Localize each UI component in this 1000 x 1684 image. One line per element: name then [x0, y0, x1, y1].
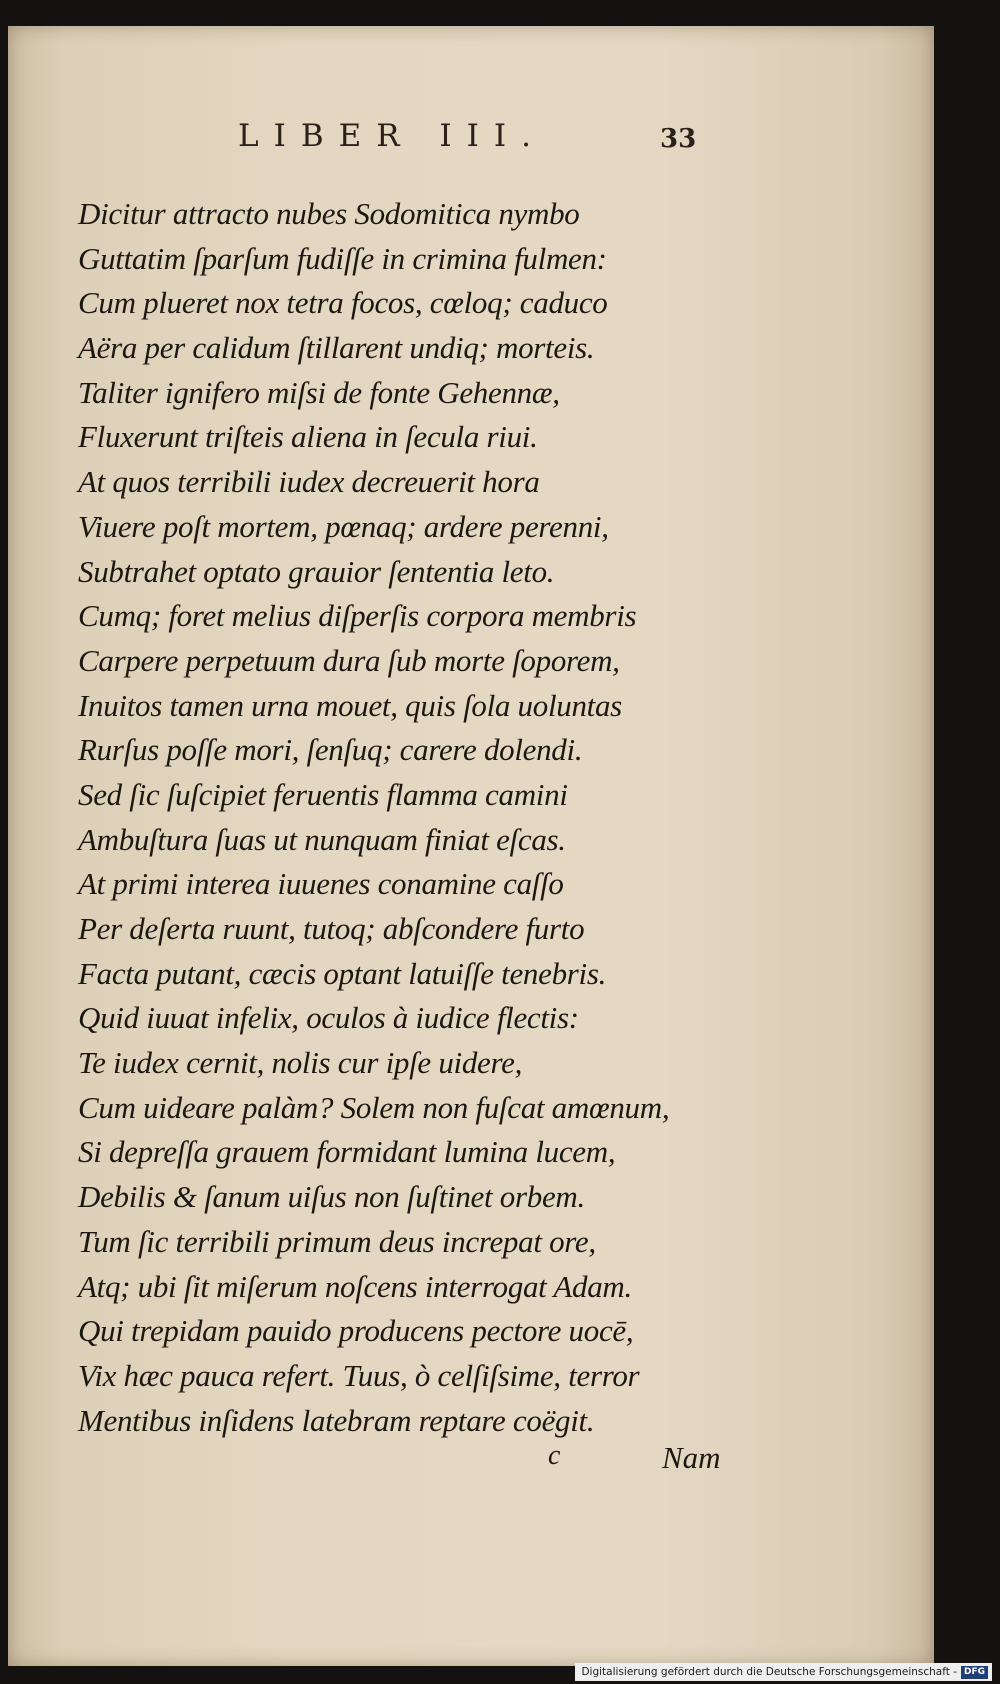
funding-credit	[575, 1663, 992, 1681]
credit-text: Digitalisierung gefördert durch die Deutsche Forschungsgemeinschaft -	[581, 1666, 957, 1678]
verse-line: Ambuſtura ſuas ut nunquam finiat eſcas.	[78, 821, 566, 857]
running-title: LIBER III.	[238, 118, 547, 154]
verse-line: Subtrahet optato grauior ſententia leto.	[78, 553, 555, 589]
verse-line: Te iudex cernit, nolis cur ipſe uidere,	[78, 1045, 523, 1081]
verse-line: Cum plueret nox tetra focos, cœloq; caduco	[78, 285, 608, 321]
verse-line: Fluxerunt triſteis aliena in ſecula riui.	[78, 419, 538, 455]
verse-line: Dicitur attracto nubes Sodomitica nymbo	[78, 196, 580, 231]
verse-line: Si depreſſa grauem formidant lumina lucem,	[78, 1134, 616, 1170]
verse-line: Aëra per calidum ſtillarent undiq; morteis.	[78, 330, 595, 366]
verse-line: Atq; ubi ſit miſerum noſcens interrogat Adam.	[78, 1268, 632, 1304]
verse-line: Cum uideare palàm? Solem non fuſcat amœnum,	[78, 1089, 670, 1125]
page-number: 33	[660, 124, 697, 154]
verse-line: Inuitos tamen urna mouet, quis ſola uoluntas	[78, 687, 622, 723]
verse-line: Facta putant, cæcis optant latuiſſe tenebris.	[78, 955, 607, 991]
signature-mark: c	[548, 1440, 561, 1471]
verse-line: Cumq; foret melius diſperſis corpora membris	[78, 598, 637, 634]
verse-line: Vix hæc pauca refert. Tuus, ò celſiſsime, terror	[78, 1357, 640, 1393]
page-footer	[8, 1440, 934, 1484]
verse-line: Sed ſic ſuſcipiet feruentis flamma camini	[78, 776, 568, 812]
dfg-logo: DFG	[961, 1666, 988, 1679]
verse-line: At quos terribili iudex decreuerit hora	[78, 464, 540, 500]
verse-line: Tum ſic terribili primum deus increpat ore,	[78, 1223, 596, 1259]
verse-line: Mentibus inſidens latebram reptare coëgit.	[78, 1402, 595, 1438]
verse-line: Debilis & ſanum uiſus non ſuſtinet orbem.	[78, 1179, 585, 1215]
page-header	[8, 118, 934, 168]
verse-line: Qui trepidam pauido producens pectore uocē,	[78, 1313, 634, 1349]
verse-line: Taliter ignifero miſsi de fonte Gehennæ,	[78, 374, 560, 410]
verse-line: At primi interea iuuenes conamine caſſo	[78, 866, 564, 902]
verse-block	[78, 192, 738, 1443]
verse-line: Viuere poſt mortem, pœnaq; ardere perenni,	[78, 508, 609, 544]
verse-line: Rurſus poſſe mori, ſenſuq; carere dolendi.	[78, 732, 583, 768]
verse-line: Guttatim ſparſum fudiſſe in crimina fulmen:	[78, 240, 607, 276]
catchword: Nam	[662, 1440, 721, 1475]
verse-line: Quid iuuat infelix, oculos à iudice flectis:	[78, 1000, 579, 1036]
verse-line: Per deſerta ruunt, tutoq; abſcondere furto	[78, 911, 585, 946]
verse-line: Carpere perpetuum dura ſub morte ſoporem,	[78, 642, 620, 678]
book-page	[8, 26, 934, 1666]
